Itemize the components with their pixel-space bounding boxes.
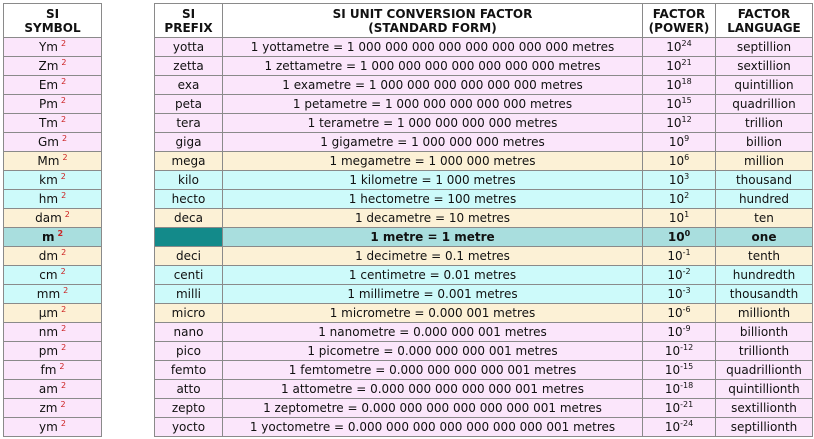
symbol-cell bbox=[4, 76, 102, 95]
prefix-cell: mega bbox=[155, 152, 223, 171]
prefix-cell: exa bbox=[155, 76, 223, 95]
symbol-header-line-1: SI bbox=[45, 6, 60, 21]
language-cell: hundredth bbox=[716, 266, 813, 285]
table-row bbox=[155, 190, 813, 209]
symbol-cell bbox=[4, 190, 102, 209]
symbol-text: mm bbox=[36, 287, 61, 301]
square-exponent: 2 bbox=[63, 286, 69, 295]
symbol-text: Em bbox=[38, 78, 59, 92]
table-row bbox=[155, 361, 813, 380]
si-symbol-table bbox=[3, 3, 102, 437]
power-base: 10 bbox=[667, 325, 683, 339]
language-cell: thousand bbox=[716, 171, 813, 190]
square-exponent: 2 bbox=[61, 58, 67, 67]
square-exponent: 2 bbox=[61, 324, 67, 333]
power-exponent: 2 bbox=[684, 191, 690, 200]
symbol-text: Zm bbox=[38, 59, 59, 73]
symbol-row bbox=[4, 342, 102, 361]
power-base: 10 bbox=[668, 211, 685, 225]
symbol-cell bbox=[4, 38, 102, 57]
table-row bbox=[155, 114, 813, 133]
symbol-header-row bbox=[4, 4, 102, 38]
factor-cell bbox=[643, 190, 716, 209]
factor-cell bbox=[643, 209, 716, 228]
symbol-text: dam bbox=[35, 211, 62, 225]
table-row bbox=[155, 418, 813, 437]
power-base: 10 bbox=[667, 287, 683, 301]
power-exponent: 6 bbox=[684, 153, 690, 162]
square-exponent: 2 bbox=[61, 77, 67, 86]
symbol-text: Gm bbox=[37, 135, 59, 149]
power-base: 10 bbox=[666, 97, 682, 111]
square-exponent: 2 bbox=[62, 153, 68, 162]
symbol-text: dm bbox=[38, 249, 59, 263]
prefix-cell: deca bbox=[155, 209, 223, 228]
symbol-row bbox=[4, 38, 102, 57]
power-base: 10 bbox=[667, 249, 683, 263]
prefix-cell: peta bbox=[155, 95, 223, 114]
conversion-header bbox=[223, 4, 643, 38]
symbol-text: Pm bbox=[38, 97, 58, 111]
symbol-row bbox=[4, 399, 102, 418]
symbol-cell bbox=[4, 171, 102, 190]
square-exponent: 2 bbox=[61, 305, 67, 314]
factor-cell bbox=[643, 361, 716, 380]
table-row bbox=[155, 171, 813, 190]
factor-cell bbox=[643, 57, 716, 76]
prefix-cell: hecto bbox=[155, 190, 223, 209]
symbol-text: pm bbox=[38, 344, 59, 358]
symbol-text: ym bbox=[39, 420, 58, 434]
factor-cell bbox=[643, 266, 716, 285]
main-header-row bbox=[155, 4, 813, 38]
factor-cell bbox=[643, 304, 716, 323]
conversion-cell: 1 gigametre = 1 000 000 000 metres bbox=[223, 133, 643, 152]
prefix-cell: tera bbox=[155, 114, 223, 133]
symbol-row bbox=[4, 266, 102, 285]
symbol-row bbox=[4, 76, 102, 95]
power-exponent: -9 bbox=[682, 324, 691, 333]
language-cell: trillionth bbox=[716, 342, 813, 361]
symbol-row bbox=[4, 361, 102, 380]
conversion-header-line-1: SI UNIT CONVERSION FACTOR bbox=[332, 6, 533, 21]
conversion-cell: 1 yoctometre = 0.000 000 000 000 000 000 000 001 metres bbox=[223, 418, 643, 437]
language-cell: quintillion bbox=[716, 76, 813, 95]
language-header-line-2: LANGUAGE bbox=[727, 20, 801, 35]
prefix-cell: centi bbox=[155, 266, 223, 285]
symbol-row bbox=[4, 57, 102, 76]
symbol-row bbox=[4, 152, 102, 171]
factor-cell bbox=[643, 95, 716, 114]
power-exponent: -1 bbox=[682, 248, 691, 257]
language-cell: quadrillionth bbox=[716, 361, 813, 380]
symbol-text: fm bbox=[40, 363, 57, 377]
symbol-text: Ym bbox=[38, 40, 58, 54]
power-exponent: 21 bbox=[681, 58, 692, 67]
factor-cell bbox=[643, 152, 716, 171]
square-exponent: 2 bbox=[61, 343, 67, 352]
symbol-cell bbox=[4, 361, 102, 380]
factor-header-line-1: FACTOR bbox=[652, 6, 706, 21]
conversion-header-line-2: (STANDARD FORM) bbox=[368, 20, 497, 35]
power-base: 10 bbox=[666, 59, 682, 73]
symbol-text: hm bbox=[38, 192, 59, 206]
square-exponent: 2 bbox=[57, 229, 64, 238]
prefix-cell: micro bbox=[155, 304, 223, 323]
conversion-cell: 1 decimetre = 0.1 metres bbox=[223, 247, 643, 266]
square-exponent: 2 bbox=[59, 362, 65, 371]
prefix-cell: yocto bbox=[155, 418, 223, 437]
table-row bbox=[155, 266, 813, 285]
symbol-cell bbox=[4, 304, 102, 323]
symbol-text: Mm bbox=[37, 154, 60, 168]
symbol-text: µm bbox=[38, 306, 59, 320]
square-exponent: 2 bbox=[64, 210, 70, 219]
power-exponent: -2 bbox=[682, 267, 691, 276]
conversion-cell: 1 hectometre = 100 metres bbox=[223, 190, 643, 209]
conversion-cell: 1 metre = 1 metre bbox=[223, 228, 643, 247]
table-row bbox=[155, 152, 813, 171]
factor-cell bbox=[643, 323, 716, 342]
symbol-row bbox=[4, 304, 102, 323]
prefix-cell bbox=[155, 228, 223, 247]
symbol-header-line-2: SYMBOL bbox=[24, 20, 81, 35]
factor-cell bbox=[643, 228, 716, 247]
symbol-row bbox=[4, 114, 102, 133]
square-exponent: 2 bbox=[60, 267, 66, 276]
square-exponent: 2 bbox=[60, 419, 66, 428]
language-cell: hundred bbox=[716, 190, 813, 209]
language-cell: sextillion bbox=[716, 57, 813, 76]
language-cell: million bbox=[716, 152, 813, 171]
symbol-cell bbox=[4, 95, 102, 114]
factor-cell bbox=[643, 171, 716, 190]
symbol-cell bbox=[4, 152, 102, 171]
language-cell: one bbox=[716, 228, 813, 247]
table-row bbox=[155, 57, 813, 76]
power-base: 10 bbox=[666, 40, 682, 54]
language-cell: tenth bbox=[716, 247, 813, 266]
prefix-cell: femto bbox=[155, 361, 223, 380]
symbol-header bbox=[4, 4, 102, 38]
factor-cell bbox=[643, 285, 716, 304]
language-cell: quadrillion bbox=[716, 95, 813, 114]
conversion-cell: 1 millimetre = 0.001 metres bbox=[223, 285, 643, 304]
power-base: 10 bbox=[666, 116, 682, 130]
language-header bbox=[716, 4, 813, 38]
symbol-cell bbox=[4, 57, 102, 76]
prefix-header bbox=[155, 4, 223, 38]
power-base: 10 bbox=[664, 344, 681, 358]
factor-cell bbox=[643, 342, 716, 361]
conversion-cell: 1 micrometre = 0.000 001 metres bbox=[223, 304, 643, 323]
symbol-row bbox=[4, 380, 102, 399]
prefix-cell: kilo bbox=[155, 171, 223, 190]
symbol-text: m bbox=[41, 230, 55, 244]
language-cell: sextillionth bbox=[716, 399, 813, 418]
symbol-text: cm bbox=[39, 268, 58, 282]
language-cell: septillionth bbox=[716, 418, 813, 437]
conversion-cell: 1 terametre = 1 000 000 000 000 metres bbox=[223, 114, 643, 133]
symbol-cell bbox=[4, 228, 102, 247]
power-exponent: -3 bbox=[682, 286, 691, 295]
table-row bbox=[155, 399, 813, 418]
factor-cell bbox=[643, 247, 716, 266]
symbol-cell bbox=[4, 418, 102, 437]
factor-cell bbox=[643, 38, 716, 57]
symbol-cell bbox=[4, 342, 102, 361]
symbol-text: km bbox=[39, 173, 58, 187]
power-base: 10 bbox=[667, 230, 685, 244]
symbol-row bbox=[4, 228, 102, 247]
conversion-cell: 1 zettametre = 1 000 000 000 000 000 000 000 metres bbox=[223, 57, 643, 76]
table-row bbox=[155, 285, 813, 304]
symbol-row bbox=[4, 190, 102, 209]
symbol-text: am bbox=[38, 382, 58, 396]
symbol-row bbox=[4, 285, 102, 304]
factor-cell bbox=[643, 399, 716, 418]
power-base: 10 bbox=[668, 192, 685, 206]
factor-cell bbox=[643, 114, 716, 133]
prefix-cell: zetta bbox=[155, 57, 223, 76]
symbol-row bbox=[4, 323, 102, 342]
symbol-cell bbox=[4, 247, 102, 266]
prefix-cell: deci bbox=[155, 247, 223, 266]
language-cell: trillion bbox=[716, 114, 813, 133]
power-base: 10 bbox=[668, 173, 685, 187]
symbol-row bbox=[4, 133, 102, 152]
conversion-cell: 1 yottametre = 1 000 000 000 000 000 000 000 000 metres bbox=[223, 38, 643, 57]
power-base: 10 bbox=[664, 363, 681, 377]
square-exponent: 2 bbox=[60, 115, 67, 124]
power-exponent: 15 bbox=[681, 96, 692, 105]
language-header-line-1: FACTOR bbox=[737, 6, 791, 21]
power-exponent: -24 bbox=[680, 419, 694, 428]
conversion-cell: 1 centimetre = 0.01 metres bbox=[223, 266, 643, 285]
factor-header-line-2: (POWER) bbox=[648, 20, 710, 35]
power-exponent: -21 bbox=[680, 400, 694, 409]
factor-cell bbox=[643, 133, 716, 152]
table-row bbox=[155, 247, 813, 266]
factor-cell bbox=[643, 76, 716, 95]
power-base: 10 bbox=[668, 135, 685, 149]
conversion-cell: 1 attometre = 0.000 000 000 000 000 001 metres bbox=[223, 380, 643, 399]
symbol-cell bbox=[4, 285, 102, 304]
power-exponent: 9 bbox=[684, 134, 690, 143]
symbol-cell bbox=[4, 399, 102, 418]
power-base: 10 bbox=[667, 306, 683, 320]
power-exponent: 24 bbox=[681, 39, 692, 48]
symbol-row bbox=[4, 95, 102, 114]
symbol-cell bbox=[4, 266, 102, 285]
symbol-cell bbox=[4, 114, 102, 133]
table-row bbox=[155, 95, 813, 114]
prefix-header-line-2: PREFIX bbox=[164, 20, 213, 35]
factor-cell bbox=[643, 418, 716, 437]
symbol-row bbox=[4, 171, 102, 190]
square-exponent: 2 bbox=[60, 39, 67, 48]
table-row bbox=[155, 323, 813, 342]
power-exponent: 12 bbox=[681, 115, 692, 124]
main-table-body bbox=[155, 38, 813, 437]
power-base: 10 bbox=[667, 268, 683, 282]
prefix-cell: atto bbox=[155, 380, 223, 399]
conversion-cell: 1 picometre = 0.000 000 000 001 metres bbox=[223, 342, 643, 361]
conversion-cell: 1 zeptometre = 0.000 000 000 000 000 000 001 metres bbox=[223, 399, 643, 418]
conversion-cell: 1 nanometre = 0.000 000 001 metres bbox=[223, 323, 643, 342]
conversion-cell: 1 decametre = 10 metres bbox=[223, 209, 643, 228]
symbol-table-body bbox=[4, 38, 102, 437]
power-exponent: 0 bbox=[684, 229, 691, 238]
symbol-text: Tm bbox=[38, 116, 58, 130]
power-exponent: -6 bbox=[682, 305, 691, 314]
language-cell: septillion bbox=[716, 38, 813, 57]
prefix-header-line-1: SI bbox=[181, 6, 196, 21]
prefix-cell: zepto bbox=[155, 399, 223, 418]
table-row bbox=[155, 38, 813, 57]
power-base: 10 bbox=[664, 420, 681, 434]
power-exponent: 18 bbox=[681, 77, 692, 86]
symbol-text: nm bbox=[38, 325, 59, 339]
power-exponent: -12 bbox=[680, 343, 694, 352]
symbol-row bbox=[4, 209, 102, 228]
table-row bbox=[155, 228, 813, 247]
power-base: 10 bbox=[666, 78, 682, 92]
square-exponent: 2 bbox=[61, 134, 68, 143]
power-exponent: -15 bbox=[680, 362, 694, 371]
language-cell: thousandth bbox=[716, 285, 813, 304]
prefix-cell: pico bbox=[155, 342, 223, 361]
prefix-cell: giga bbox=[155, 133, 223, 152]
symbol-cell bbox=[4, 380, 102, 399]
conversion-cell: 1 exametre = 1 000 000 000 000 000 000 metres bbox=[223, 76, 643, 95]
symbol-cell bbox=[4, 323, 102, 342]
square-exponent: 2 bbox=[60, 381, 67, 390]
symbol-cell bbox=[4, 133, 102, 152]
language-cell: ten bbox=[716, 209, 813, 228]
power-exponent: -18 bbox=[680, 381, 694, 390]
power-base: 10 bbox=[668, 154, 685, 168]
power-base: 10 bbox=[664, 401, 681, 415]
table-row bbox=[155, 342, 813, 361]
table-row bbox=[155, 133, 813, 152]
power-exponent: 1 bbox=[684, 210, 690, 219]
square-exponent: 2 bbox=[61, 191, 67, 200]
symbol-text: zm bbox=[39, 401, 58, 415]
prefix-cell: nano bbox=[155, 323, 223, 342]
si-prefix-table bbox=[154, 3, 813, 437]
square-exponent: 2 bbox=[60, 96, 67, 105]
square-exponent: 2 bbox=[60, 400, 66, 409]
square-exponent: 2 bbox=[61, 248, 67, 257]
conversion-cell: 1 kilometre = 1 000 metres bbox=[223, 171, 643, 190]
square-exponent: 2 bbox=[60, 172, 66, 181]
language-cell: billion bbox=[716, 133, 813, 152]
conversion-cell: 1 megametre = 1 000 000 metres bbox=[223, 152, 643, 171]
table-row bbox=[155, 76, 813, 95]
factor-header bbox=[643, 4, 716, 38]
symbol-row bbox=[4, 247, 102, 266]
table-row bbox=[155, 380, 813, 399]
symbol-row bbox=[4, 418, 102, 437]
prefix-cell: yotta bbox=[155, 38, 223, 57]
conversion-cell: 1 petametre = 1 000 000 000 000 000 metres bbox=[223, 95, 643, 114]
power-base: 10 bbox=[664, 382, 681, 396]
language-cell: quintillionth bbox=[716, 380, 813, 399]
language-cell: millionth bbox=[716, 304, 813, 323]
table-row bbox=[155, 304, 813, 323]
conversion-cell: 1 femtometre = 0.000 000 000 000 001 metres bbox=[223, 361, 643, 380]
table-row bbox=[155, 209, 813, 228]
power-exponent: 3 bbox=[684, 172, 690, 181]
factor-cell bbox=[643, 380, 716, 399]
prefix-cell: milli bbox=[155, 285, 223, 304]
symbol-cell bbox=[4, 209, 102, 228]
language-cell: billionth bbox=[716, 323, 813, 342]
